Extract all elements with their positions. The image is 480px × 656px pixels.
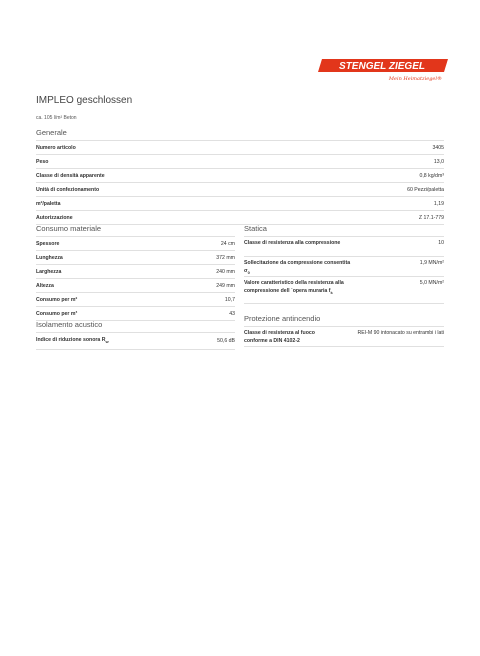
section-protezione-title: Protezione antincendio bbox=[244, 314, 321, 323]
table-row: Spessore 24 cm bbox=[36, 237, 235, 251]
table-row: Larghezza 240 mm bbox=[36, 265, 235, 279]
table-row: Consumo per m² 10,7 bbox=[36, 293, 235, 307]
table-row: Valore caratteristico della resistenza alla compressione dell ´opera muraria $f_k$ 5,0 MN/m² bbox=[244, 277, 444, 304]
section-consumo-title: Consumo materiale bbox=[36, 224, 102, 233]
logo-tagline: Mein Heimatziegel® bbox=[388, 76, 442, 82]
brand-logo bbox=[318, 58, 448, 84]
table-row: Indice di riduzione sonora $R_w$ 50,6 dB bbox=[36, 333, 235, 350]
table-row: Unità di confezionamento 60 Pezzi/paletta bbox=[36, 183, 444, 197]
table-row: Sollecitazione da compressione consentita $\sigma_0$ 1,9 MN/m² bbox=[244, 257, 444, 277]
logo-brand-text: STENGEL ZIEGEL bbox=[339, 61, 425, 72]
table-row: Altezza 249 mm bbox=[36, 279, 235, 293]
table-row: Classe di resistenza al fuoco conforme a DIN 4102-2 REI-M 90 intonacato su entrambi i lati bbox=[244, 327, 444, 347]
table-row: Numero articolo 3405 bbox=[36, 141, 444, 155]
protezione-table bbox=[244, 326, 444, 347]
table-row: Autorizzazione Z 17.1-779 bbox=[36, 211, 444, 225]
table-row: Classe di densità apparente 0,8 kg/dm³ bbox=[36, 169, 444, 183]
isolamento-table bbox=[36, 332, 235, 350]
section-statica-title: Statica bbox=[244, 224, 267, 233]
section-generale-title: Generale bbox=[36, 128, 67, 137]
table-row: m²/paletta 1,19 bbox=[36, 197, 444, 211]
page-title: IMPLEO geschlossen bbox=[36, 95, 133, 106]
table-row: Peso 13,0 bbox=[36, 155, 444, 169]
table-row: Lunghezza 372 mm bbox=[36, 251, 235, 265]
page-subtitle: ca. 105 l/m² Beton bbox=[36, 115, 77, 121]
statica-table bbox=[244, 236, 444, 304]
consumo-table bbox=[36, 236, 235, 321]
generale-table bbox=[36, 140, 444, 225]
section-isolamento-title: Isolamento acustico bbox=[36, 320, 103, 329]
table-row: Classe di resistenza alla compressione 10 bbox=[244, 237, 444, 257]
table-row: Consumo per m³ 43 bbox=[36, 307, 235, 321]
